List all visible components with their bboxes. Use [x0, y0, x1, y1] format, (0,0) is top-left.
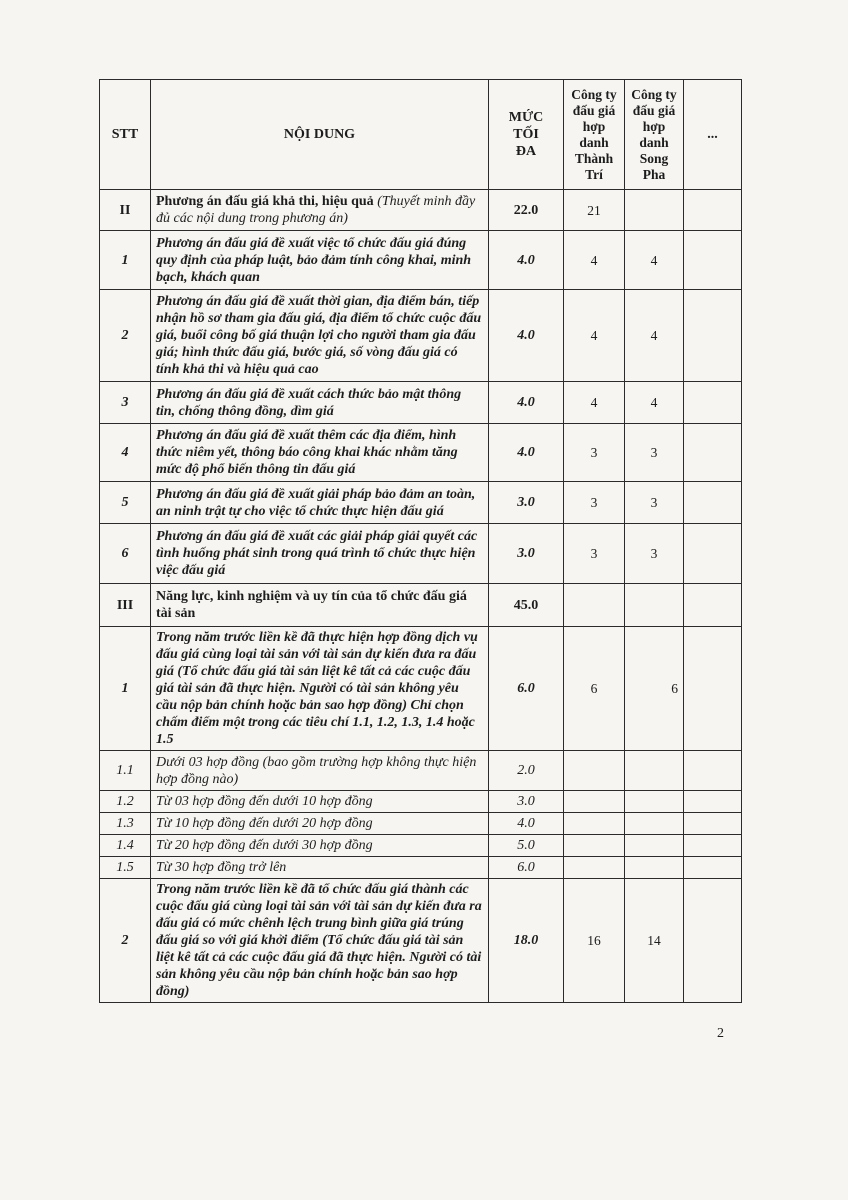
- table-row: [100, 524, 742, 584]
- row-score-song-pha: 6: [625, 627, 684, 751]
- row-stt: 2: [100, 290, 151, 382]
- row-max-score: 45.0: [489, 584, 564, 627]
- row-stt: 1.5: [100, 857, 151, 879]
- row-stt: 4: [100, 424, 151, 482]
- row-score-thanh-tri: 6: [564, 627, 625, 751]
- table-row: [100, 879, 742, 1003]
- row-stt: 1.1: [100, 751, 151, 791]
- row-content: Trong năm trước liền kề đã thực hiện hợp đồng dịch vụ đấu giá cùng loại tài sản với tài sản dự kiến đưa ra đấu giá (Tổ chức đấu giá tài sản liệt kê tất cả các cuộc đấu giá tài sản đã thực hiện. Người có tài sản không yêu cầu nộp bản chính hoặc bản sao hợp đồng) Chỉ chọn chấm điểm một trong các tiêu chí 1.1, 1.2, 1.3, 1.4 hoặc 1.5: [151, 627, 489, 751]
- row-max-score: 18.0: [489, 879, 564, 1003]
- table-row: [100, 424, 742, 482]
- row-score-other: [684, 791, 742, 813]
- header-stt: STT: [100, 80, 151, 190]
- row-max-score: 6.0: [489, 857, 564, 879]
- row-score-thanh-tri: [564, 857, 625, 879]
- row-score-thanh-tri: 3: [564, 424, 625, 482]
- row-content: Phương án đấu giá đề xuất cách thức bảo mật thông tin, chống thông đồng, dìm giá: [151, 382, 489, 424]
- row-score-song-pha: 3: [625, 524, 684, 584]
- table-row: [100, 231, 742, 290]
- row-content: Phương án đấu giá đề xuất thêm các địa điểm, hình thức niêm yết, thông báo công khai khác nhằm tăng mức độ phổ biến thông tin đấu giá: [151, 424, 489, 482]
- row-content: Phương án đấu giá đề xuất việc tổ chức đấu giá đúng quy định của pháp luật, bảo đảm tính công khai, minh bạch, khách quan: [151, 231, 489, 290]
- row-content: Từ 10 hợp đồng đến dưới 20 hợp đồng: [151, 813, 489, 835]
- row-score-other: [684, 584, 742, 627]
- row-max-score: 3.0: [489, 524, 564, 584]
- row-score-other: [684, 879, 742, 1003]
- row-content: Phương án đấu giá đề xuất các giải pháp giải quyết các tình huống phát sinh trong quá trình tổ chức thực hiện việc đấu giá: [151, 524, 489, 584]
- row-max-score: 4.0: [489, 424, 564, 482]
- table-row: [100, 584, 742, 627]
- row-score-other: [684, 290, 742, 382]
- row-max-score: 22.0: [489, 190, 564, 231]
- header-company-song-pha: Công ty đấu giá hợp danh Song Pha: [625, 80, 684, 190]
- row-stt: II: [100, 190, 151, 231]
- row-score-song-pha: [625, 835, 684, 857]
- row-stt: 1: [100, 627, 151, 751]
- row-stt: 6: [100, 524, 151, 584]
- row-max-score: 3.0: [489, 482, 564, 524]
- row-content: Từ 03 hợp đồng đến dưới 10 hợp đồng: [151, 791, 489, 813]
- table-row: [100, 791, 742, 813]
- header-row: [100, 80, 742, 190]
- row-content: Trong năm trước liền kề đã tổ chức đấu giá thành các cuộc đấu giá cùng loại tài sản với tài sản dự kiến đưa ra đấu giá có mức chênh lệch trung bình giữa giá trúng đấu giá so với giá khởi điểm (Tổ chức đấu giá tài sản liệt kê tất cả các cuộc đấu giá đã thực hiện. Người có tài sản không yêu cầu nộp bản chính hoặc bản sao hợp đồng): [151, 879, 489, 1003]
- table-row: [100, 857, 742, 879]
- row-max-score: 4.0: [489, 231, 564, 290]
- page-number: 2: [717, 1026, 724, 1041]
- row-content: Phương án đấu giá đề xuất thời gian, địa điểm bán, tiếp nhận hồ sơ tham gia đấu giá, địa điểm tổ chức cuộc đấu giá, buổi công bố giá thuận lợi cho người tham gia đấu giá; hình thức đấu giá, bước giá, số vòng đấu giá có tính khả thi và hiệu quả cao: [151, 290, 489, 382]
- row-score-other: [684, 382, 742, 424]
- row-score-song-pha: 4: [625, 231, 684, 290]
- row-score-song-pha: [625, 791, 684, 813]
- row-content: Từ 20 hợp đồng đến dưới 30 hợp đồng: [151, 835, 489, 857]
- row-stt: 1.2: [100, 791, 151, 813]
- header-content: NỘI DUNG: [151, 80, 489, 190]
- row-content-note: (Thuyết minh đầy đủ các nội dung trong phương án): [156, 194, 476, 226]
- row-score-thanh-tri: 21: [564, 190, 625, 231]
- row-score-other: [684, 231, 742, 290]
- row-stt: 1.4: [100, 835, 151, 857]
- row-score-thanh-tri: [564, 835, 625, 857]
- row-content: Từ 30 hợp đồng trở lên: [151, 857, 489, 879]
- row-score-thanh-tri: 16: [564, 879, 625, 1003]
- row-score-thanh-tri: 3: [564, 524, 625, 584]
- table-row: [100, 813, 742, 835]
- row-score-thanh-tri: 4: [564, 290, 625, 382]
- table-row: [100, 751, 742, 791]
- row-score-thanh-tri: [564, 813, 625, 835]
- row-score-song-pha: [625, 751, 684, 791]
- row-score-other: [684, 857, 742, 879]
- row-score-other: [684, 482, 742, 524]
- scoring-table: [99, 79, 742, 1003]
- row-stt: 1.3: [100, 813, 151, 835]
- row-content-heading: Phương án đấu giá khả thi, hiệu quả: [156, 194, 374, 209]
- row-score-song-pha: [625, 190, 684, 231]
- row-score-thanh-tri: [564, 751, 625, 791]
- row-score-other: [684, 524, 742, 584]
- header-max-score: MỨC TỐI ĐA: [489, 80, 564, 190]
- row-score-song-pha: 4: [625, 290, 684, 382]
- row-score-other: [684, 751, 742, 791]
- table-row: [100, 190, 742, 231]
- row-max-score: 3.0: [489, 791, 564, 813]
- row-score-song-pha: 14: [625, 879, 684, 1003]
- row-max-score: 4.0: [489, 382, 564, 424]
- table-row: [100, 627, 742, 751]
- row-stt: 2: [100, 879, 151, 1003]
- table-row: [100, 835, 742, 857]
- row-score-song-pha: [625, 857, 684, 879]
- row-score-thanh-tri: [564, 584, 625, 627]
- row-score-other: [684, 424, 742, 482]
- row-content: [151, 190, 489, 231]
- row-content: Dưới 03 hợp đồng (bao gồm trường hợp không thực hiện hợp đồng nào): [151, 751, 489, 791]
- row-max-score: 2.0: [489, 751, 564, 791]
- row-score-other: [684, 190, 742, 231]
- table-row: [100, 482, 742, 524]
- row-stt: 1: [100, 231, 151, 290]
- table-row: [100, 382, 742, 424]
- row-score-song-pha: [625, 813, 684, 835]
- row-max-score: 4.0: [489, 813, 564, 835]
- row-max-score: 6.0: [489, 627, 564, 751]
- row-stt: III: [100, 584, 151, 627]
- row-max-score: 4.0: [489, 290, 564, 382]
- table-row: [100, 290, 742, 382]
- row-score-thanh-tri: 4: [564, 231, 625, 290]
- row-content: Năng lực, kinh nghiệm và uy tín của tổ chức đấu giá tài sản: [151, 584, 489, 627]
- row-score-song-pha: 3: [625, 482, 684, 524]
- row-score-song-pha: 3: [625, 424, 684, 482]
- row-max-score: 5.0: [489, 835, 564, 857]
- header-company-thanh-tri: Công ty đấu giá hợp danh Thành Trí: [564, 80, 625, 190]
- row-content: Phương án đấu giá đề xuất giải pháp bảo đảm an toàn, an ninh trật tự cho việc tổ chức thực hiện đấu giá: [151, 482, 489, 524]
- row-score-other: [684, 835, 742, 857]
- header-more: ...: [684, 80, 742, 190]
- row-score-thanh-tri: [564, 791, 625, 813]
- row-stt: 5: [100, 482, 151, 524]
- row-score-thanh-tri: 3: [564, 482, 625, 524]
- row-score-other: [684, 627, 742, 751]
- row-score-thanh-tri: 4: [564, 382, 625, 424]
- row-score-song-pha: [625, 584, 684, 627]
- row-score-song-pha: 4: [625, 382, 684, 424]
- row-stt: 3: [100, 382, 151, 424]
- row-score-other: [684, 813, 742, 835]
